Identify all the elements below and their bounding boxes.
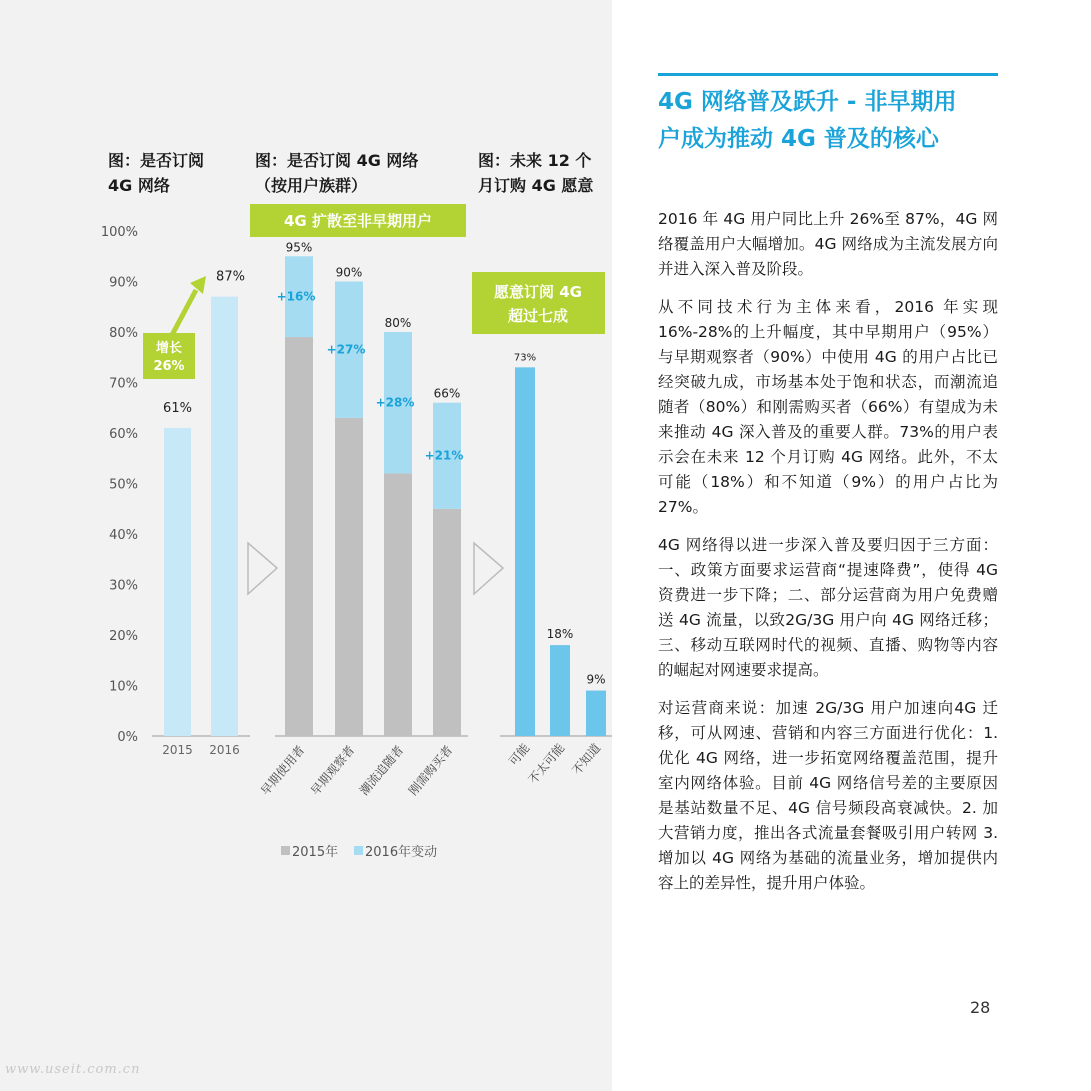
- legend-label-2016: 2016年变动: [365, 845, 438, 860]
- chart2-change-label: +27%: [326, 342, 366, 357]
- y-tick-label: 70%: [109, 376, 138, 392]
- chart2-bar-2015: [285, 337, 313, 736]
- chart1-header-line2: 4G 网络: [108, 176, 170, 195]
- legend-swatch-2016: [354, 846, 363, 855]
- chart1-x-tick-label: 2015: [162, 743, 193, 757]
- chart3-data-label: 73%: [513, 352, 537, 364]
- legend-swatch-2015: [281, 846, 290, 855]
- chart2-x-tick-label: 潮流追随者: [356, 742, 407, 798]
- chart1-data-label: 61%: [163, 400, 192, 416]
- chart2-header-line2: （按用户族群）: [255, 176, 368, 195]
- watermark: www.useit.com.cn: [5, 1062, 141, 1077]
- chart2-change-label: +28%: [375, 395, 415, 410]
- chart2-change-label: +16%: [276, 289, 316, 304]
- article-paragraph: 2016 年 4G 用户同比上升 26%至 87%，4G 网络覆盖用户大幅增加。4G 网络成为主流发展方向并进入深入普及阶段。: [658, 210, 998, 278]
- chart2-bar-2015: [433, 509, 461, 736]
- chart2-total-label: 80%: [384, 316, 412, 330]
- chart3-x-tick-label: 不太可能: [525, 740, 568, 787]
- chart2-x-tick-label: 刚需购买者: [405, 742, 456, 798]
- chart3-bar: [515, 367, 535, 736]
- growth-callout-text: 26%: [153, 359, 185, 374]
- growth-callout-text: 增长: [155, 341, 183, 356]
- article-title-line1: 4G 网络普及跃升 - 非早期用: [658, 89, 957, 115]
- chart2-total-label: 66%: [433, 386, 461, 401]
- y-tick-label: 80%: [109, 326, 138, 341]
- chart2-x-tick-label: 早期观察者: [307, 742, 358, 798]
- y-tick-label: 30%: [109, 578, 138, 594]
- willing-callout-text: 愿意订阅 4G: [494, 283, 582, 301]
- article-body: [658, 207, 998, 909]
- y-tick-label: 60%: [109, 427, 138, 442]
- chart2-total-label: 95%: [285, 240, 313, 255]
- chart1-x-tick-label: 2016: [209, 743, 240, 757]
- article-paragraph: 4G 网络得以进一步深入普及要归因于三方面：一、政策方面要求运营商“提速降费”，使得 4G 资费进一步下降；二、部分运营商为用户免费赠送 4G 流量，以致2G/3G 用户向 4G 网络迁移；三、移动互联网时代的视频、直播、购物等内容的崛起对网速要求提高。: [658, 536, 998, 679]
- y-tick-label: 50%: [109, 477, 138, 493]
- chart1-data-label: 87%: [216, 269, 245, 285]
- article-title: [658, 84, 1008, 158]
- y-tick-label: 40%: [109, 528, 138, 543]
- chart2-bar-2015: [335, 418, 363, 736]
- chart2-bar-2015: [384, 473, 412, 736]
- section-arrow-icon: [474, 543, 503, 594]
- chart1-bar: [164, 428, 191, 736]
- chart3-header-line1: 图：未来 12 个: [478, 151, 592, 170]
- y-tick-label: 20%: [109, 629, 138, 644]
- chart2-header-line1: 图：是否订阅 4G 网络: [255, 151, 419, 170]
- y-tick-label: 0%: [117, 730, 138, 745]
- chart3-x-tick-label: 不知道: [569, 740, 604, 778]
- article-paragraph: 对运营商来说：加速 2G/3G 用户加速向4G 迁移，可从网速、营销和内容三方面进行优化：1. 优化 4G 网络，进一步拓宽网络覆盖范围，提升室内网络体验。目前 4G 网络信号差的主要原因是基站数量不足、4G 信号频段高衰减快。2. 加大营销力度，推出各式流量套餐吸引用户转网 3. 增加以 4G 网络为基础的流量业务，增加提供内容上的差异性，提升用户体验。: [658, 699, 998, 892]
- y-tick-label: 90%: [109, 275, 138, 291]
- chart3-data-label: 9%: [586, 672, 606, 687]
- page-number: 28: [970, 998, 991, 1017]
- article-paragraph: 从不同技术行为主体来看，2016 年实现16%-28%的上升幅度，其中早期用户（95%）与早期观察者（90%）中使用 4G 的用户占比已经突破九成，市场基本处于饱和状态，而潮流追随者（80%）和刚需购买者（66%）有望成为未来推动 4G 深入普及的重要人群。73%的用户表示会在未来 12 个月订购 4G 网络。此外，不太可能（18%）和不知道（9%）的用户占比为27%。: [658, 298, 998, 516]
- chart1-bar: [211, 297, 238, 736]
- expand-callout-text: 4G 扩散至非早期用户: [284, 212, 432, 230]
- chart3-header-line2: 月订购 4G 愿意: [478, 176, 594, 195]
- growth-arrow-shaft: [172, 290, 196, 335]
- y-tick-label: 100%: [100, 225, 138, 240]
- section-arrow-icon: [248, 543, 277, 594]
- chart3-bar: [586, 691, 606, 736]
- legend-label-2015: 2015年: [292, 845, 339, 860]
- chart2-x-tick-label: 早期使用者: [257, 742, 308, 798]
- chart2-change-label: +21%: [424, 448, 464, 463]
- article-title-line2: 户成为推动 4G 普及的核心: [658, 126, 939, 152]
- chart3-data-label: 18%: [546, 627, 574, 642]
- chart1-header-line1: 图：是否订阅: [108, 151, 205, 170]
- willing-callout-text: 超过七成: [507, 307, 569, 325]
- chart2-total-label: 90%: [335, 265, 363, 280]
- chart3-bar: [550, 645, 570, 736]
- chart3-x-tick-label: 可能: [506, 740, 533, 769]
- title-rule: [658, 73, 998, 76]
- y-tick-label: 10%: [109, 679, 138, 695]
